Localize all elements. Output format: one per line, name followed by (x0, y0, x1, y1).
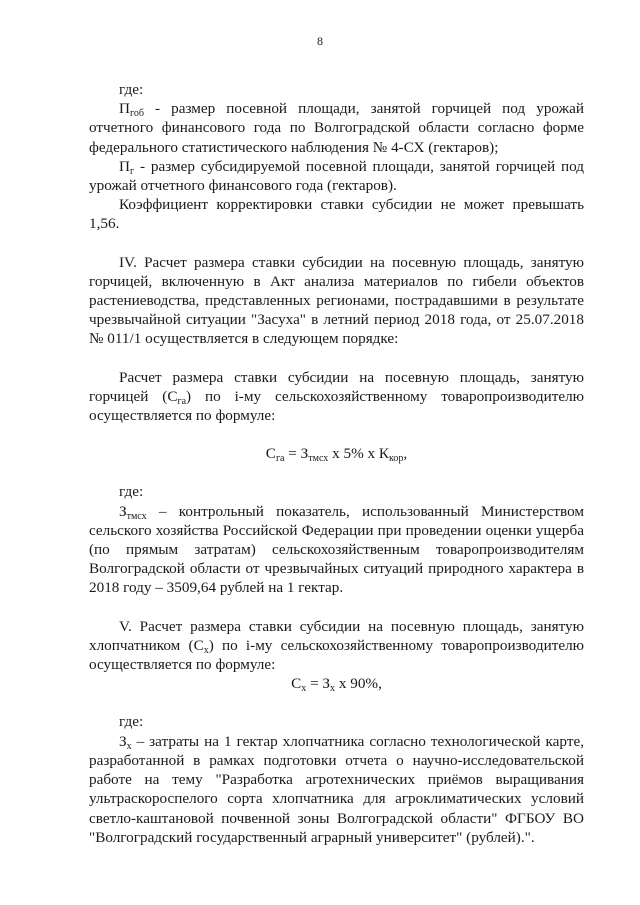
where-label-3: где: (119, 713, 144, 731)
definition-zx-text: – затраты на 1 гектар хлопчатника согласно технологической карте, разработанной в рамках подготовки отчета о научно-исследовательской работе на тему "Разработка агротехнических приёмов выращивания ультраскороспелого сорта хлопчатника для агроклиматических условий светло-каштановой почвенной зоны Волгоградской области" ФГБОУ ВО "Волгоградский государственный аграрный университет" (рублей).". (89, 732, 584, 846)
formula-lhs-sub: га (275, 453, 285, 465)
symbol-p: П (119, 100, 130, 118)
formula-z-sub: тмсх (308, 453, 329, 465)
section-4-intro-text-2: ) по i-му сельскохозяйственному товаропроизводителю осуществляется по формуле: (89, 387, 584, 425)
symbol-p: П (119, 157, 130, 175)
definition-pg-text: - размер субсидируемой посевной площади, занятой горчицей под урожай отчетного финансового года (гектаров). (89, 157, 584, 195)
subscript-x: х (126, 740, 132, 752)
symbol-z: З (119, 502, 127, 520)
formula-k-sub: кор (389, 453, 404, 465)
section-5-heading (89, 617, 584, 675)
formula-lhs: С (291, 675, 302, 693)
formula-z-sub: х (330, 683, 336, 695)
subscript-tmsx: тмсх (126, 510, 147, 522)
formula-z: = З (284, 445, 309, 463)
formula-lhs: С (265, 445, 276, 463)
where-label-2: где: (119, 483, 144, 501)
formula-end: , (403, 445, 408, 463)
definition-pgob-text: - размер посевной площади, занятой горчицей под урожай отчетного финансового года по Волгоградской области согласно форме федерального статистического наблюдения № 4-СХ (гектаров); (89, 100, 584, 156)
subscript-gob: гоб (129, 108, 144, 120)
section-5-heading-text: V. Расчет размера ставки субсидии на посевную площадь, занятую хлопчатником (С (89, 617, 584, 654)
subscript-x: х (203, 644, 209, 656)
formula-lhs-sub: х (301, 683, 307, 695)
section-4-intro-text: Расчет размера ставки субсидии на посевную площадь, занятую горчицей (С (89, 368, 584, 405)
formula-z: = З (306, 675, 331, 693)
coefficient-note: Коэффициент корректировки ставки субсидии не может превышать 1,56. (89, 196, 584, 233)
formula-end: х 90%, (335, 675, 382, 693)
definition-ztmsx (89, 502, 584, 598)
section-4-intro (89, 368, 584, 426)
section-4-heading: IV. Расчет размера ставки субсидии на посевную площадь, занятую горчицей, включенную в Акт анализа материалов по гибели объектов растениеводства, представленных регионами, пострадавшими в результате чрезвычайной ситуации "Засуха" в летний период 2018 года, от 25.07.2018 № 011/1 осуществляется в следующем порядке: (89, 253, 584, 348)
section-5-heading-text-2: ) по i-му сельскохозяйственному товаропроизводителю осуществляется по формуле: (89, 636, 585, 674)
subscript-g: г (129, 165, 135, 177)
definition-zx (89, 732, 584, 847)
page-number: 8 (317, 34, 323, 48)
formula-cx (89, 674, 584, 693)
definition-ztmsx-text: – контрольный показатель, использованный Министерством сельского хозяйства Российской Федерации при проведении оценки ущерба (по прямым затратам) сельскохозяйственным товаропроизводителям Волгоградской области от чрезвычайных ситуаций природного характера в 2018 году – 3509,64 рублей на 1 гектар. (89, 502, 584, 597)
definition-pg (89, 157, 584, 195)
formula-cga (89, 444, 584, 463)
subscript-ga: га (177, 395, 187, 407)
definition-pgob (89, 99, 584, 157)
document-body (89, 80, 584, 847)
symbol-z: З (119, 732, 127, 750)
where-label-1: где: (119, 81, 144, 98)
formula-mid: х 5% х К (328, 445, 390, 463)
